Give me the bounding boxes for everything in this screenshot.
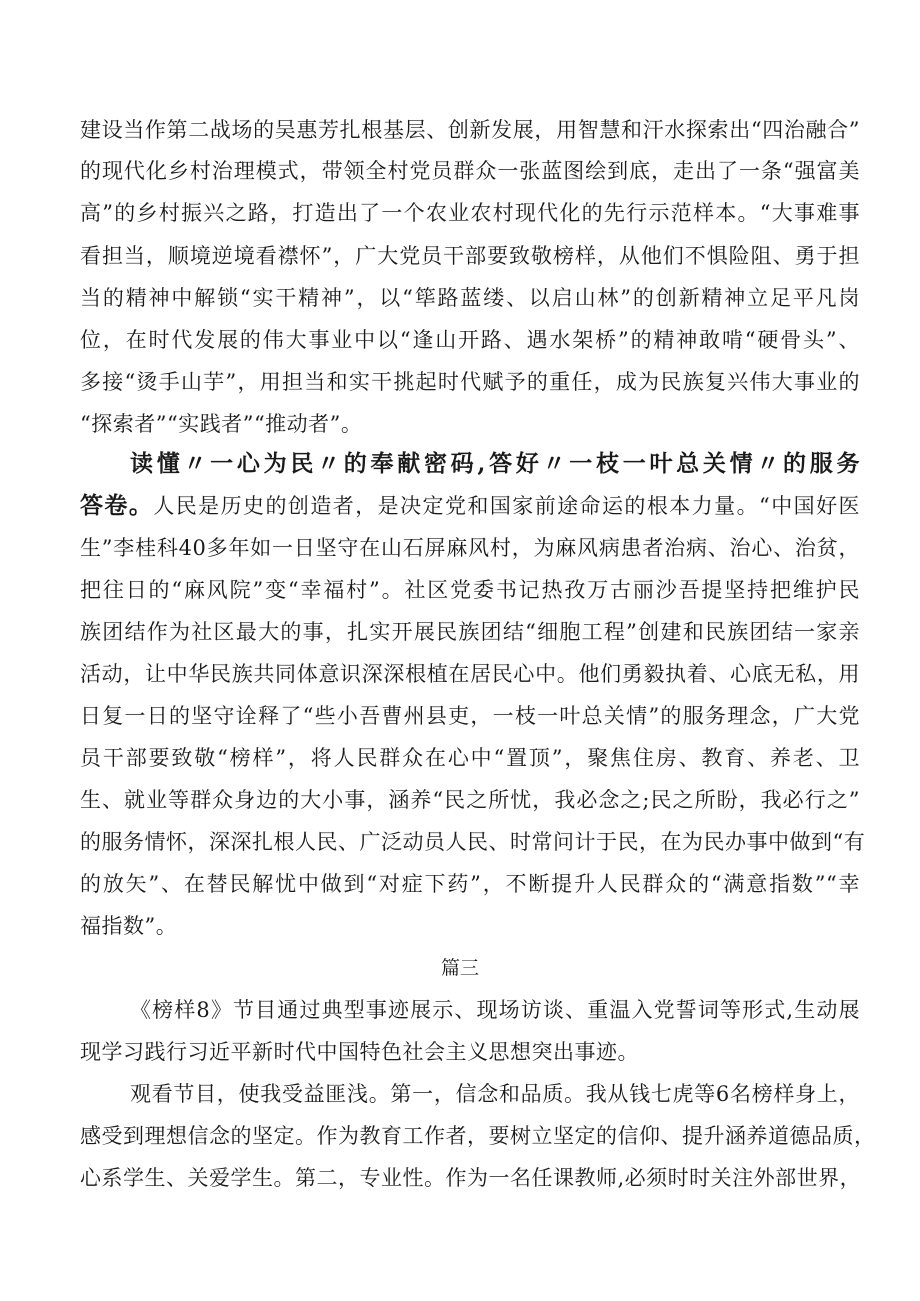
paragraph-line: 《榜样8》节目通过典型事迹展示、现场访谈、重温入党誓词等形式,生动展: [130, 998, 860, 1022]
paragraph-line: 把往日的“麻风院”变“幸福村”。社区党委书记热孜万古丽沙吾提坚持把维护民: [80, 578, 860, 602]
paragraph-line: 建设当作第二战场的吴惠芳扎根基层、创新发展，用智慧和汗水探索出“四治融合”: [80, 118, 860, 142]
paragraph-line: 的服务情怀，深深扎根人民、广泛动员人民、时常问计于民，在为民办事中做到“有: [80, 830, 866, 854]
paragraph-bold-lead: 读懂〃一心为民〃的奉献密码,答好〃一枝一叶总关情〃的服务: [130, 450, 860, 477]
paragraph-line: 当的精神中解锁“实干精神”，以“筚路蓝缕、以启山林”的创新精神立足平凡岗: [80, 286, 860, 310]
paragraph-line: 高”的乡村振兴之路，打造出了一个农业农村现代化的先行示范样本。“大事难事: [80, 201, 860, 225]
paragraph-line: 日复一日的坚守诠释了“些小吾曹州县吏，一枝一叶总关情”的服务理念，广大党: [80, 704, 860, 728]
section-heading: 篇三: [440, 957, 479, 979]
paragraph-line: [80, 493, 860, 519]
paragraph-line: 活动，让中华民族共同体意识深深根植在居民心中。他们勇毅执着、心底无私，用: [80, 662, 860, 686]
paragraph-line: “探索者”“实践者”“推动者”。: [80, 412, 363, 436]
paragraph-line: 生、就业等群众身边的大小事，涵养“民之所忧，我必念之;民之所盼，我必行之”: [80, 788, 860, 812]
paragraph-line: 感受到理想信念的坚定。作为教育工作者，要树立坚定的信仰、提升涵养道德品质，: [80, 1124, 876, 1148]
paragraph-line: 的放矢”、在替民解忧中做到“对症下药”，不断提升人民群众的“满意指数”“幸: [80, 872, 860, 896]
paragraph-line: 族团结作为社区最大的事，扎实开展民族团结“细胞工程”创建和民族团结一家亲: [80, 620, 860, 644]
paragraph-line: 福指数”。: [80, 914, 178, 938]
paragraph-line: 现学习践行习近平新时代中国特色社会主义思想突出事迹。: [80, 1040, 639, 1064]
paragraph-line: 员干部要致敬“榜样”，将人民群众在心中“置顶”，聚焦住房、教育、养老、卫: [80, 746, 860, 770]
paragraph-line: 看担当，顺境逆境看襟怀”，广大党员干部要致敬榜样，从他们不惧险阻、勇于担: [80, 244, 860, 268]
paragraph-line: 观看节目，使我受益匪浅。第一，信念和品质。我从钱七虎等6名榜样身上，: [130, 1082, 860, 1106]
paragraph-line: 生”李桂科40多年如一日坚守在山石屏麻风村，为麻风病患者治病、治心、治贫，: [80, 536, 860, 560]
paragraph-text: 人民是历史的创造者，是决定党和国家前途命运的根本力量。“中国好医: [153, 494, 861, 518]
paragraph-line: 心系学生、关爱学生。第二，专业性。作为一名任课教师,必须时时关注外部世界，: [80, 1166, 862, 1190]
paragraph-bold-lead: 答卷。: [80, 492, 154, 519]
paragraph-line: 多接“烫手山芋”，用担当和实干挑起时代赋予的重任，成为民族复兴伟大事业的: [80, 370, 860, 394]
paragraph-line: 位，在时代发展的伟大事业中以“逢山开路、遇水架桥”的精神敢啃“硬骨头”、: [80, 328, 860, 352]
paragraph-line: 的现代化乡村治理模式，带领全村党员群众一张蓝图绘到底，走出了一条“强富美: [80, 159, 860, 183]
